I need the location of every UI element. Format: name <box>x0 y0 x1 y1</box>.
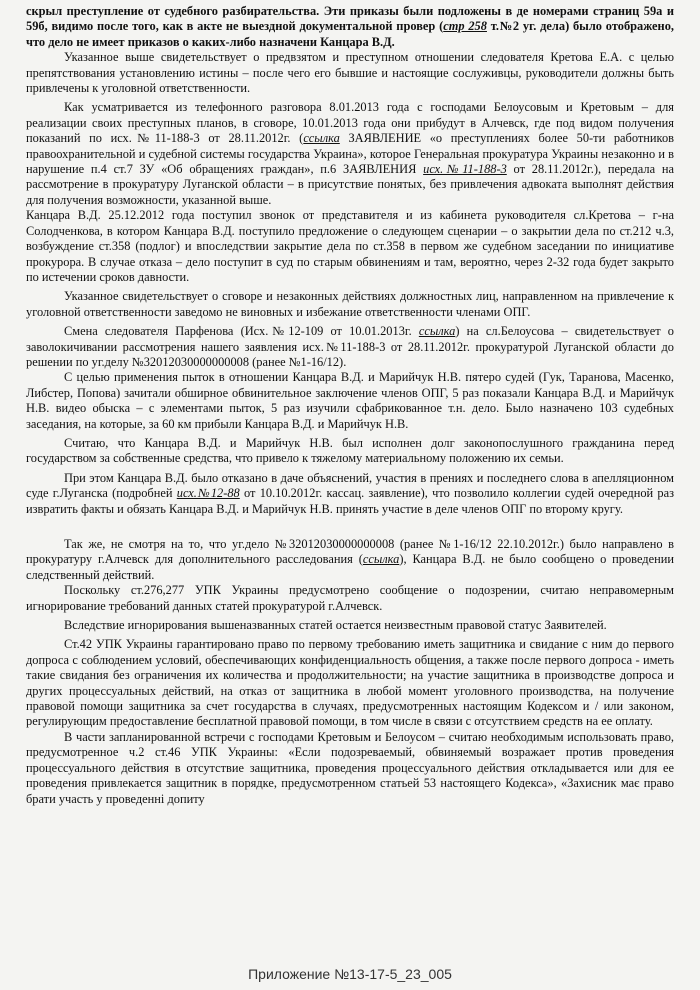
paragraph-10: Так же, не смотря на то, что уг.дело №32012030000000008 (ранее №1-16/12 22.10.2012г.) было направлено в прокуратуру г.Алчевск для дополнительного расследования (ссылка), Канцара В.Д. не было сообщено о проведении следственный действий. <box>26 537 674 582</box>
link-reference[interactable]: ссылка <box>418 324 456 339</box>
link-outgoing-11-188-3[interactable]: исх.№11-188-3 <box>423 162 507 177</box>
paragraph-9: При этом Канцара В.Д. было отказано в даче объяснений, участия в прениях и последнего слова в апелляционном суде г.Луганска (подробней исх.№12-88 от 10.10.2012г. кассац. заявление), что позволило коллегии судей очередной раз извратить факты и обязать Канцара В.Д. и Марийчук Н.В. принять участие в деле членов ОПГ по второму кругу. <box>26 470 674 516</box>
paragraph-1: скрыл преступление от судебного разбирательства. Эти приказы были подложены в де номерами страниц 59а и 59б, видимо после того, как в акте не выездной документальной провер (стр 258 т.№2 уг. дела) было отображено, что дело не имеет приказов о каких-либо назначени Канцара В.Д. <box>26 4 674 49</box>
paragraph-5: Указанное свидетельствует о сговоре и незаконных действиях должностных лиц, направленном на привлечение к уголовной ответственности заведомо не виновных и избежание ответственности членами ОПГ. <box>26 289 674 319</box>
paragraph-11: Поскольку ст.276,277 УПК Украины предусмотрено сообщение о подозрении, считаю неправомерным игнорирование требований данных статей прокуратурой г.Алчевск. <box>26 583 674 613</box>
link-outgoing-12-88[interactable]: исх.№12-88 <box>176 486 240 501</box>
paragraph-6: Смена следователя Парфенова (Исх.№12-109 от 10.01.2013г. ссылка) на сл.Белоусова – свидетельствует о заволокичивании рассмотрения нашего заявления исх.№11-188-3 от 28.11.2012г. прокуратурой Луганской области до решении по уг.делу №32012030000000008 (ранее №1-16/12). <box>26 324 674 369</box>
paragraph-2: Указанное выше свидетельствует о предвзятом и преступном отношении следователя Кретова Е.А. с целью препятствования установлению истины – после чего его бывшие и настоящие сослуживцы, руководители должны быть привлечены к уголовной ответственности. <box>26 50 674 96</box>
link-reference[interactable]: ссылка <box>362 552 400 567</box>
paragraph-8: Считаю, что Канцара В.Д. и Марийчук Н.В. был исполнен долг законопослушного гражданина перед государством за собственные средства, что привело к тяжелому материальному положению их семьи. <box>26 435 674 466</box>
link-reference[interactable]: ссылка <box>303 131 340 146</box>
paragraph-7: С целью применения пыток в отношении Канцара В.Д. и Марийчук Н.В. пятеро судей (Гук, Таранова, Масенко, Либстер, Попова) зачитали обширное обвинительное заключение членов ОПГ, 5 раз показали Канцара В.Д. и Марийчук Н.В. видео обыска – с элементами пыток, 5 раз изучили сфабрикованное т.н. дело. Было назначено 103 судебных заседания, на которые, за 60 км прибыли Канцара В.Д. и Марийчук Н.В. <box>26 370 674 431</box>
paragraph-12: Вследствие игнорирования вышеназванных статей остается неизвестным правовой статус Заявителей. <box>64 618 607 633</box>
paragraph-14: В части запланированной встречи с господами Кретовым и Белоусом – считаю необходимым использовать право, предусмотренное ч.2 ст.46 УПК Украины: «Если подозреваемый, обвиняемый возражает против проведения процессуального действия в отсутствие защитника, проведения процессуального действия откладывается или для ее проведения привлекается защитник в порядке, предусмотренном статьей 53 настоящего Кодекса», «Захисник має право брати участь у проведенні допиту <box>26 729 674 806</box>
paragraph-3: Как усматривается из телефонного разговора 8.01.2013 года с господами Белоусовым и Кретовым – для реализации своих преступных планов, в сговоре, 10.01.2013 года они прибудут в Алчевск, где под видом получения показаний по исх.№11-188-3 от 28.11.2012г. (ссылка ЗАЯВЛЕНИЕ «о преступлениях более 50-ти работников правоохранительной и судебной системы государства Украина», которое Генеральная прокуратура Украины незаконно и в нарушение п.4 ст.7 ЗУ «Об обращениях граждан», п.6 ЗАЯВЛЕНИЯ исх.№11-188-3 от 28.11.2012г.), передала на рассмотрение в прокуратуру Луганской области – в присутствие понятых, без привлечения адвоката выполнят действия для получения возможности, указанной выше. <box>26 100 674 207</box>
paragraph-4: Канцара В.Д. 25.12.2012 года поступил звонок от представителя и из кабинета руководителя сл.Кретова – г-на Солодченкова, в котором Канцара В.Д. поступило предложение о следующем сценарии – о закрытии дела по ст.212 ч.3, возбуждение ст.358 (подлог) и впоследствии закрытие дела по ст.358 в первом же судебном заседании по инициативе прокурора. В случае отказа – дело поступит в суд по старым обвинениям и там, вероятно, через 2-32 года будет закрыто по истечении сроков давности. <box>26 208 674 284</box>
page-footer: Приложение №13-17-5_23_005 <box>248 966 452 982</box>
link-page-258[interactable]: стр 258 <box>443 19 487 34</box>
paragraph-13: Ст.42 УПК Украины гарантировано право по первому требованию иметь защитника и свидание с ним до первого допроса с соблюдением условий, обеспечивающих конфиденциальность общения, а также после первого допроса - иметь такие свидания без ограничения их количества и продолжительности; на участие защитника в производстве допроса и других процессуальных действий, на отказ от защитника в любой момент уголовного производства, на получение правовой помощи защитника за счет государства в случаях, предусмотренных настоящим Кодексом и / или законом, регулирующим предоставление бесплатной правовой помощи, в том числе в связи с отсутствием средств на ее оплату. <box>26 637 674 729</box>
